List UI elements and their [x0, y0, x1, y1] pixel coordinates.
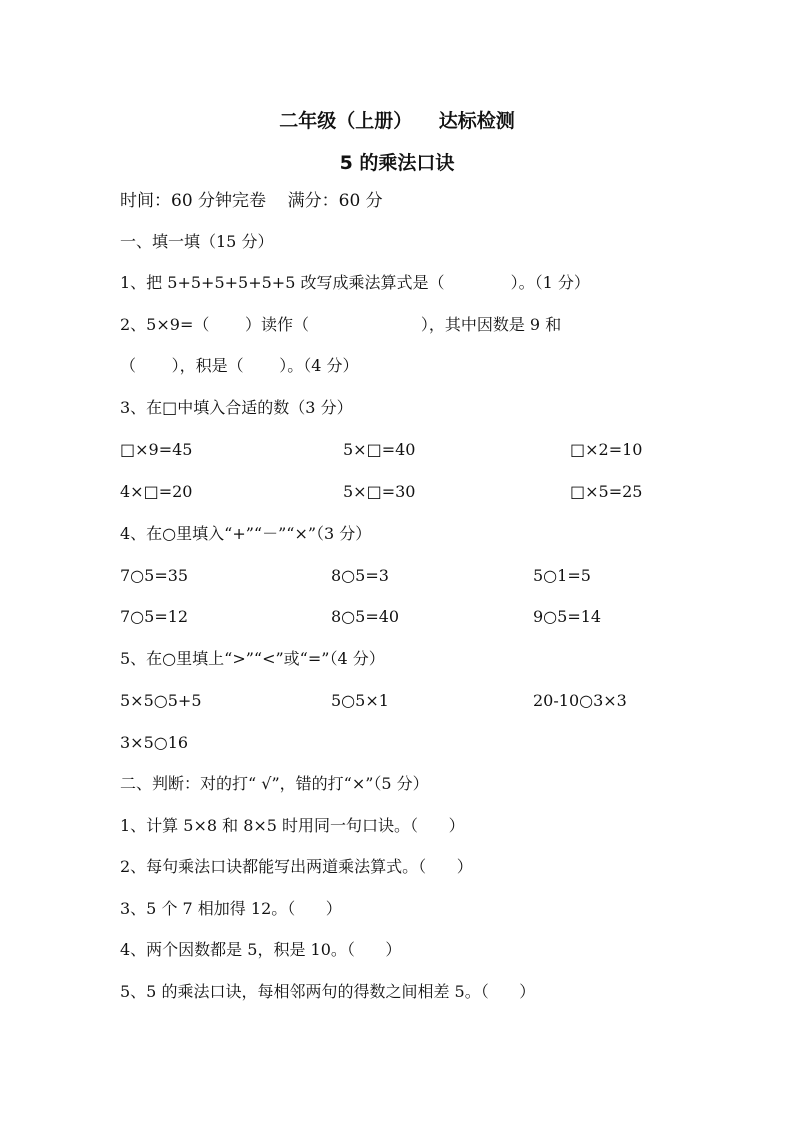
q3-item: □×2=10	[570, 440, 643, 459]
q3-item: 5×□=30	[343, 482, 416, 501]
question-5: 5、在○里填上“>”“<”或“=”（4 分）	[120, 649, 385, 668]
question-1: 1、把 5+5+5+5+5+5 改写成乘法算式是（ ）。（1 分）	[120, 273, 590, 292]
q4-item: 8○5=3	[331, 566, 389, 585]
judge-item: 2、每句乘法口诀都能写出两道乘法算式。（ ）	[120, 857, 473, 876]
exam-meta: 时间：60 分钟完卷 满分：60 分	[120, 191, 383, 211]
q5-item: 5×5○5+5	[120, 691, 202, 710]
judge-item: 5、5 的乘法口诀，每相邻两句的得数之间相差 5。（ ）	[120, 982, 536, 1001]
question-2-line2: （ ），积是（ ）。（4 分）	[120, 356, 359, 375]
q3-item: 4×□=20	[120, 482, 193, 501]
q5-item: 5○5×1	[331, 691, 389, 710]
q3-item: □×5=25	[570, 482, 643, 501]
page-subtitle: 5 的乘法口诀	[339, 152, 455, 174]
q4-item: 5○1=5	[533, 566, 591, 585]
section1-heading: 一、填一填（15 分）	[120, 232, 274, 251]
q4-item: 8○5=40	[331, 607, 400, 626]
q4-item: 9○5=14	[533, 607, 602, 626]
judge-item: 1、计算 5×8 和 8×5 时用同一句口诀。（ ）	[120, 816, 465, 835]
q5-item: 3×5○16	[120, 733, 189, 752]
question-2-line1: 2、5×9=（ ）读作（ ），其中因数是 9 和	[120, 315, 562, 334]
judge-item: 3、5 个 7 相加得 12。（ ）	[120, 899, 342, 918]
section2-heading: 二、判断：对的打“ √”，错的打“×”（5 分）	[120, 774, 429, 793]
q4-item: 7○5=35	[120, 566, 189, 585]
question-3: 3、在□中填入合适的数（3 分）	[120, 398, 353, 417]
q3-item: 5×□=40	[343, 440, 416, 459]
q3-item: □×9=45	[120, 440, 193, 459]
page-title: 二年级（上册） 达标检测	[279, 110, 515, 132]
q5-item: 20-10○3×3	[533, 691, 627, 710]
question-4: 4、在○里填入“+”“－”“×”（3 分）	[120, 524, 372, 543]
q4-item: 7○5=12	[120, 607, 189, 626]
judge-item: 4、两个因数都是 5，积是 10。（ ）	[120, 940, 402, 959]
